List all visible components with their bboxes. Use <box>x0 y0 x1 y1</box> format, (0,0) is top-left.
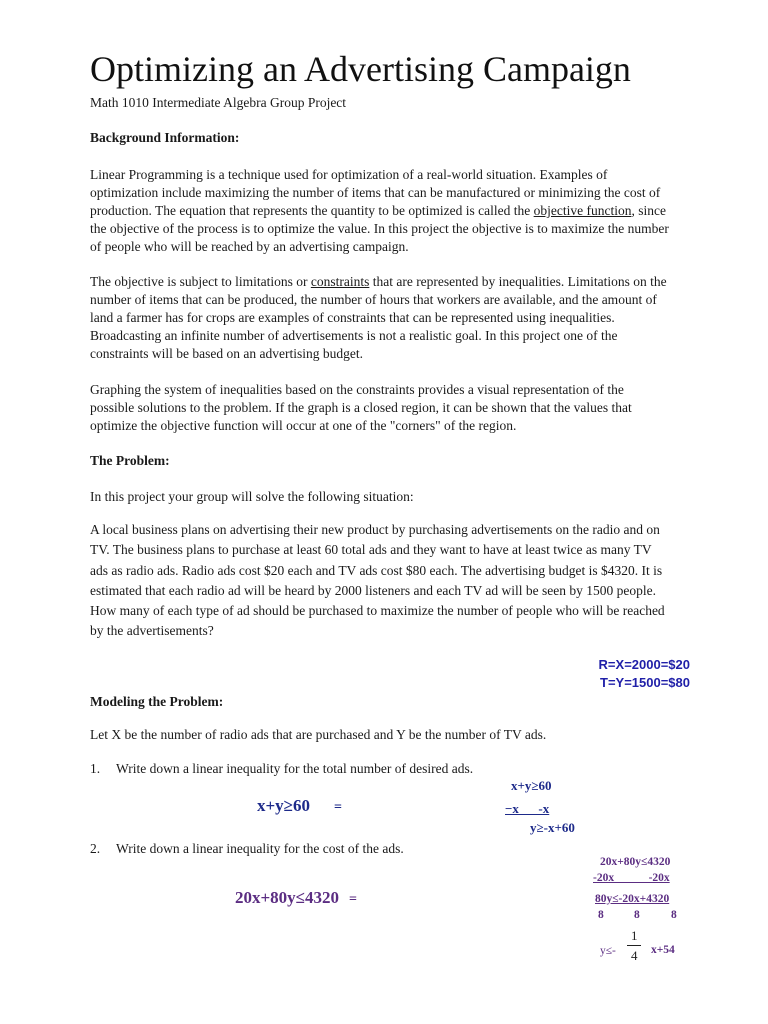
work-2-line-1: 20x+80y≤4320 <box>600 856 671 868</box>
work-1-line-2: −x -x <box>505 801 550 816</box>
answer-1-equals: = <box>334 800 343 815</box>
work-2-final-suffix: x+54 <box>651 944 675 956</box>
background-p2-text-b: that are represented by inequalities. Limitations on the number of items that can be produced, the number of hours that workers are available, and the amount of land a farmer has for crops are examples of constraints that can be represented using inequalities. Broadcasting an infinite number of advertisements is not a realistic goal. In this project one of the constraints will be based on an advertising budget. <box>90 274 667 361</box>
work-2-divisor-2: 8 <box>634 909 640 921</box>
background-paragraph-1 <box>90 166 670 256</box>
answer-2-main: 20x+80y≤4320 <box>235 888 340 907</box>
background-heading: Background Information: <box>90 130 240 145</box>
note-tv: T=Y=1500=$80 <box>600 675 690 690</box>
work-2-line-2: -20x -20x <box>593 872 670 884</box>
modeling-intro: Let X be the number of radio ads that are purchased and Y be the number of TV ads. <box>90 727 547 742</box>
problem-heading: The Problem: <box>90 453 170 468</box>
fraction-denominator: 4 <box>631 948 638 963</box>
fraction-bar <box>627 945 641 946</box>
page-subtitle: Math 1010 Intermediate Algebra Group Project <box>90 95 347 110</box>
question-1-text: Write down a linear inequality for the total number of desired ads. <box>116 761 474 776</box>
question-2-text: Write down a linear inequality for the cost of the ads. <box>116 841 404 856</box>
answer-1-inequality <box>257 796 342 816</box>
work-1-line-3: y≥-x+60 <box>530 820 575 835</box>
work-2-line-3: 80y≤-20x+4320 <box>595 893 670 905</box>
answer-2-inequality <box>235 888 357 908</box>
question-2-number: 2. <box>90 841 101 856</box>
work-1-line-1: x+y≥60 <box>511 778 552 793</box>
background-paragraph-3: Graphing the system of inequalities based on the constraints provides a visual representation of the possible solutions to the problem. If the graph is a closed region, it can be shown that the values that optimize the objective function will occur at one of the "corners" of the region. <box>90 382 632 433</box>
work-2-final-prefix: y≤- <box>600 945 616 957</box>
fraction-numerator: 1 <box>631 928 638 943</box>
problem-situation: A local business plans on advertising their new product by purchasing advertisements on the radio and on TV. The business plans to purchase at least 60 total ads and they want to have at least twice as many TV ads as radio ads. Radio ads cost $20 each and TV ads cost $80 each. The advertising budget is $4320. It is estimated that each radio ad will be heard by 2000 listeners and each TV ad will be seen by 1500 people. How many of each type of ad should be purchased to maximize the number of people who will be reached by the advertisements? <box>90 522 665 639</box>
question-2 <box>90 841 404 857</box>
answer-2-equals: = <box>349 892 358 907</box>
question-1-number: 1. <box>90 761 101 776</box>
work-2-divisor-3: 8 <box>671 909 677 921</box>
note-radio: R=X=2000=$20 <box>598 657 690 672</box>
problem-intro: In this project your group will solve the following situation: <box>90 489 414 504</box>
work-2-divisor-1: 8 <box>598 909 604 921</box>
background-paragraph-2 <box>90 273 670 363</box>
background-p1-text-b: , since the objective of the process is to optimize the value. In this project the objective is to maximize the number of people who will be reached by an advertising campaign. <box>90 203 669 254</box>
page-title: Optimizing an Advertising Campaign <box>90 49 631 89</box>
background-p1-text-a: Linear Programming is a technique used for optimization of a real-world situation. Examples of optimization include maximizing the number of items that can be manufactured or minimizing the cost of production. The equation that represents the quantity to be optimized is called the <box>90 167 661 218</box>
modeling-heading: Modeling the Problem: <box>90 694 224 709</box>
question-1 <box>90 761 473 777</box>
constraints-term: constraints <box>310 274 370 289</box>
answer-1-main: x+y≥60 <box>257 796 311 815</box>
background-p2-text-a: The objective is subject to limitations or <box>90 274 311 289</box>
objective-function-term: objective function <box>533 203 632 218</box>
